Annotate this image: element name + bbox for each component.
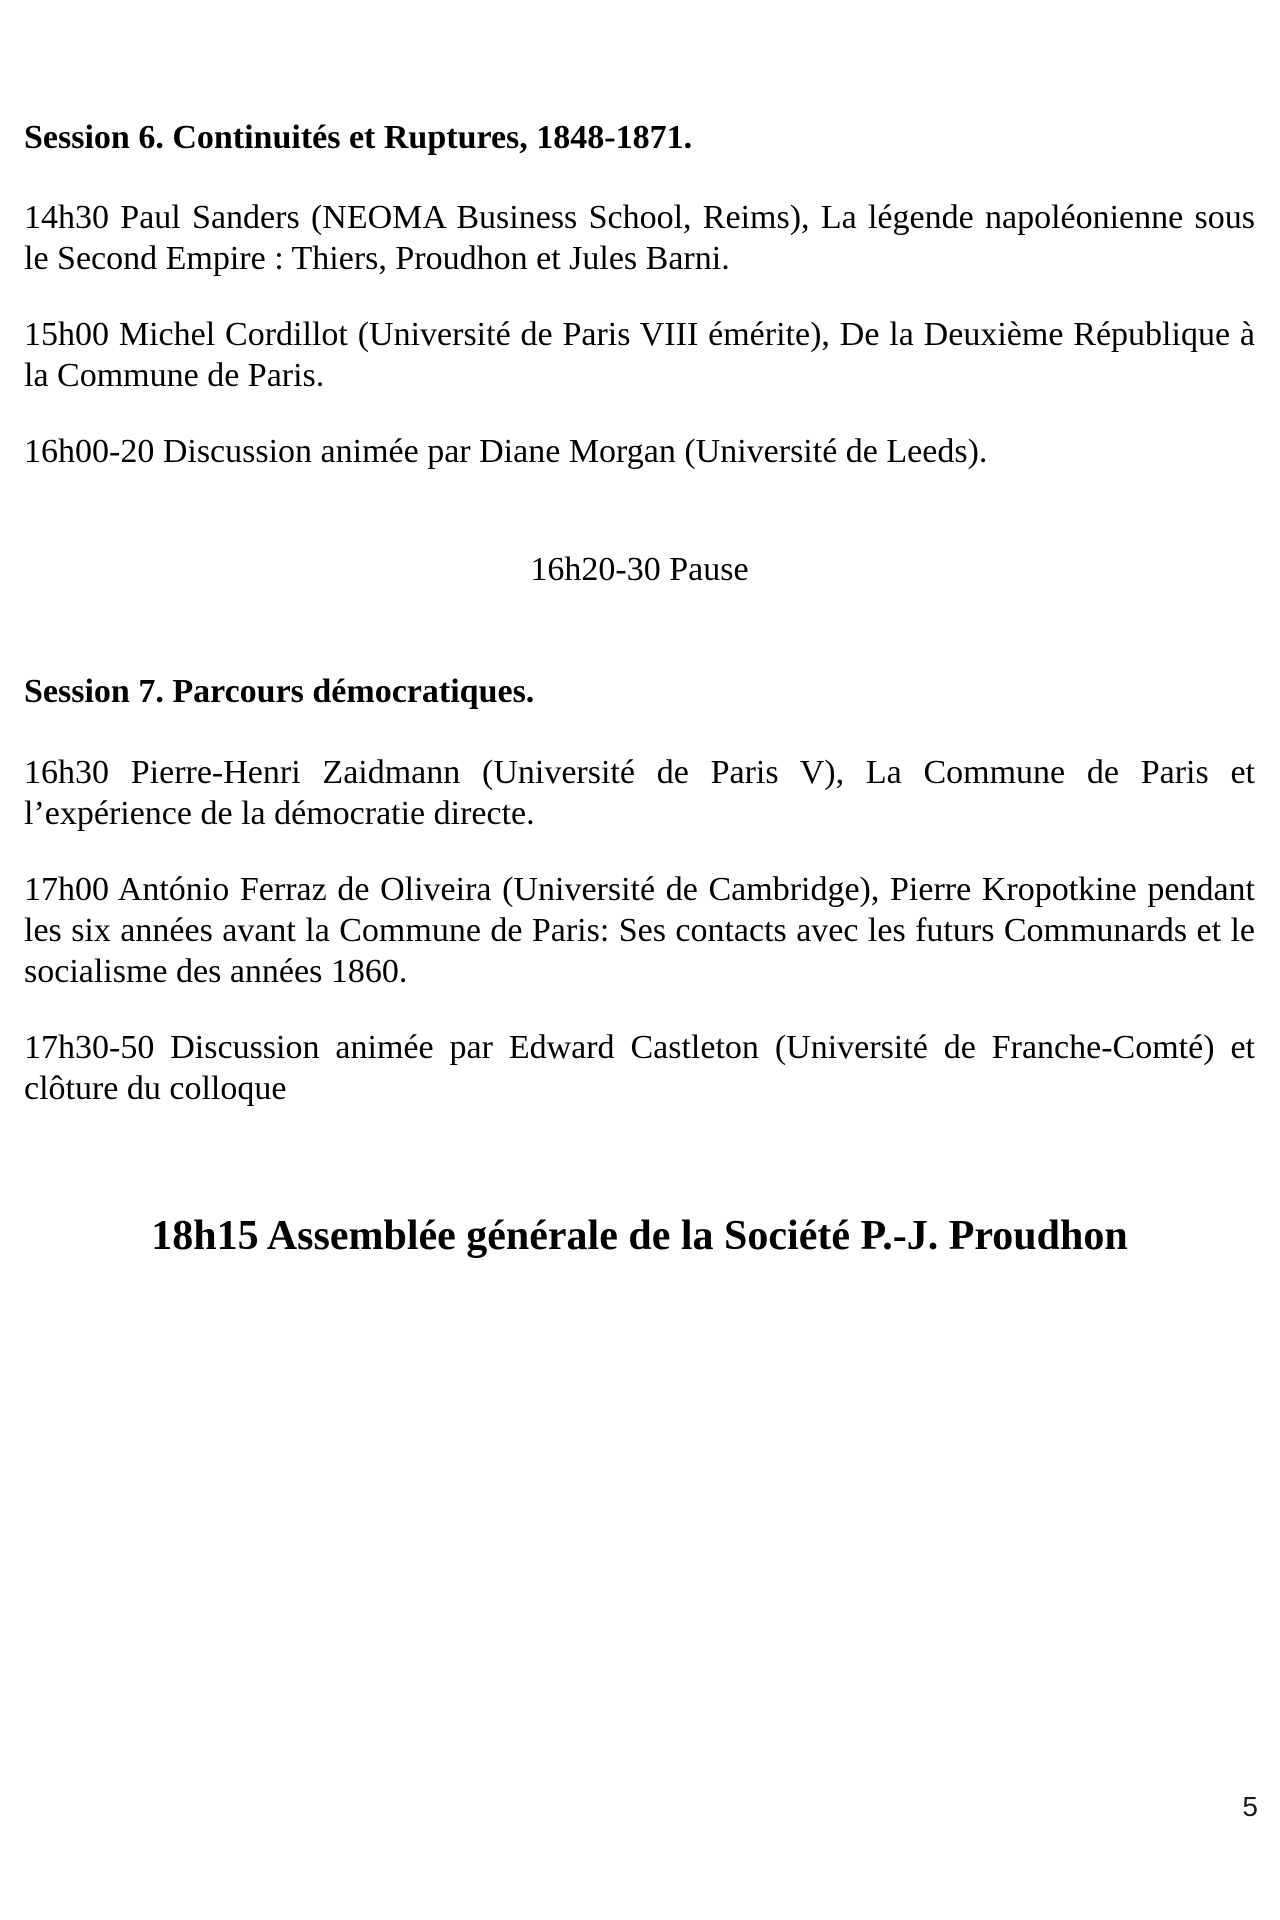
pause-line: 16h20-30 Pause (530, 551, 749, 588)
talk-paragraph-17h00: 17h00 António Ferraz de Oliveira (Université de Cambridge), Pierre Kropotkine pendant les six années avant la Commune de Paris: Ses contacts avec les futurs Communards et le socialisme des années 1860. (24, 871, 1255, 990)
page-number: 5 (1242, 1791, 1258, 1822)
talk-paragraph-15h00: 15h00 Michel Cordillot (Université de Paris VIII émérite), De la Deuxième République à la Commune de Paris. (24, 316, 1255, 394)
talk-paragraph-17h30-50: 17h30-50 Discussion animée par Edward Castleton (Université de Franche-Comté) et clôture du colloque (24, 1029, 1255, 1107)
talk-paragraph-16h00-20: 16h00-20 Discussion animée par Diane Morgan (Université de Leeds). (24, 433, 988, 470)
talk-paragraph-16h30: 16h30 Pierre-Henri Zaidmann (Université de Paris V), La Commune de Paris et l’expérience de la démocratie directe. (24, 754, 1255, 832)
assembly-heading: 18h15 Assemblée générale de la Société P.-J. Proudhon (151, 1213, 1128, 1259)
session-6-heading: Session 6. Continuités et Ruptures, 1848-1871. (24, 119, 693, 156)
talk-paragraph-14h30: 14h30 Paul Sanders (NEOMA Business School, Reims), La légende napoléonienne sous le Second Empire : Thiers, Proudhon et Jules Barni. (24, 199, 1255, 277)
session-7-heading: Session 7. Parcours démocratiques. (24, 673, 535, 710)
